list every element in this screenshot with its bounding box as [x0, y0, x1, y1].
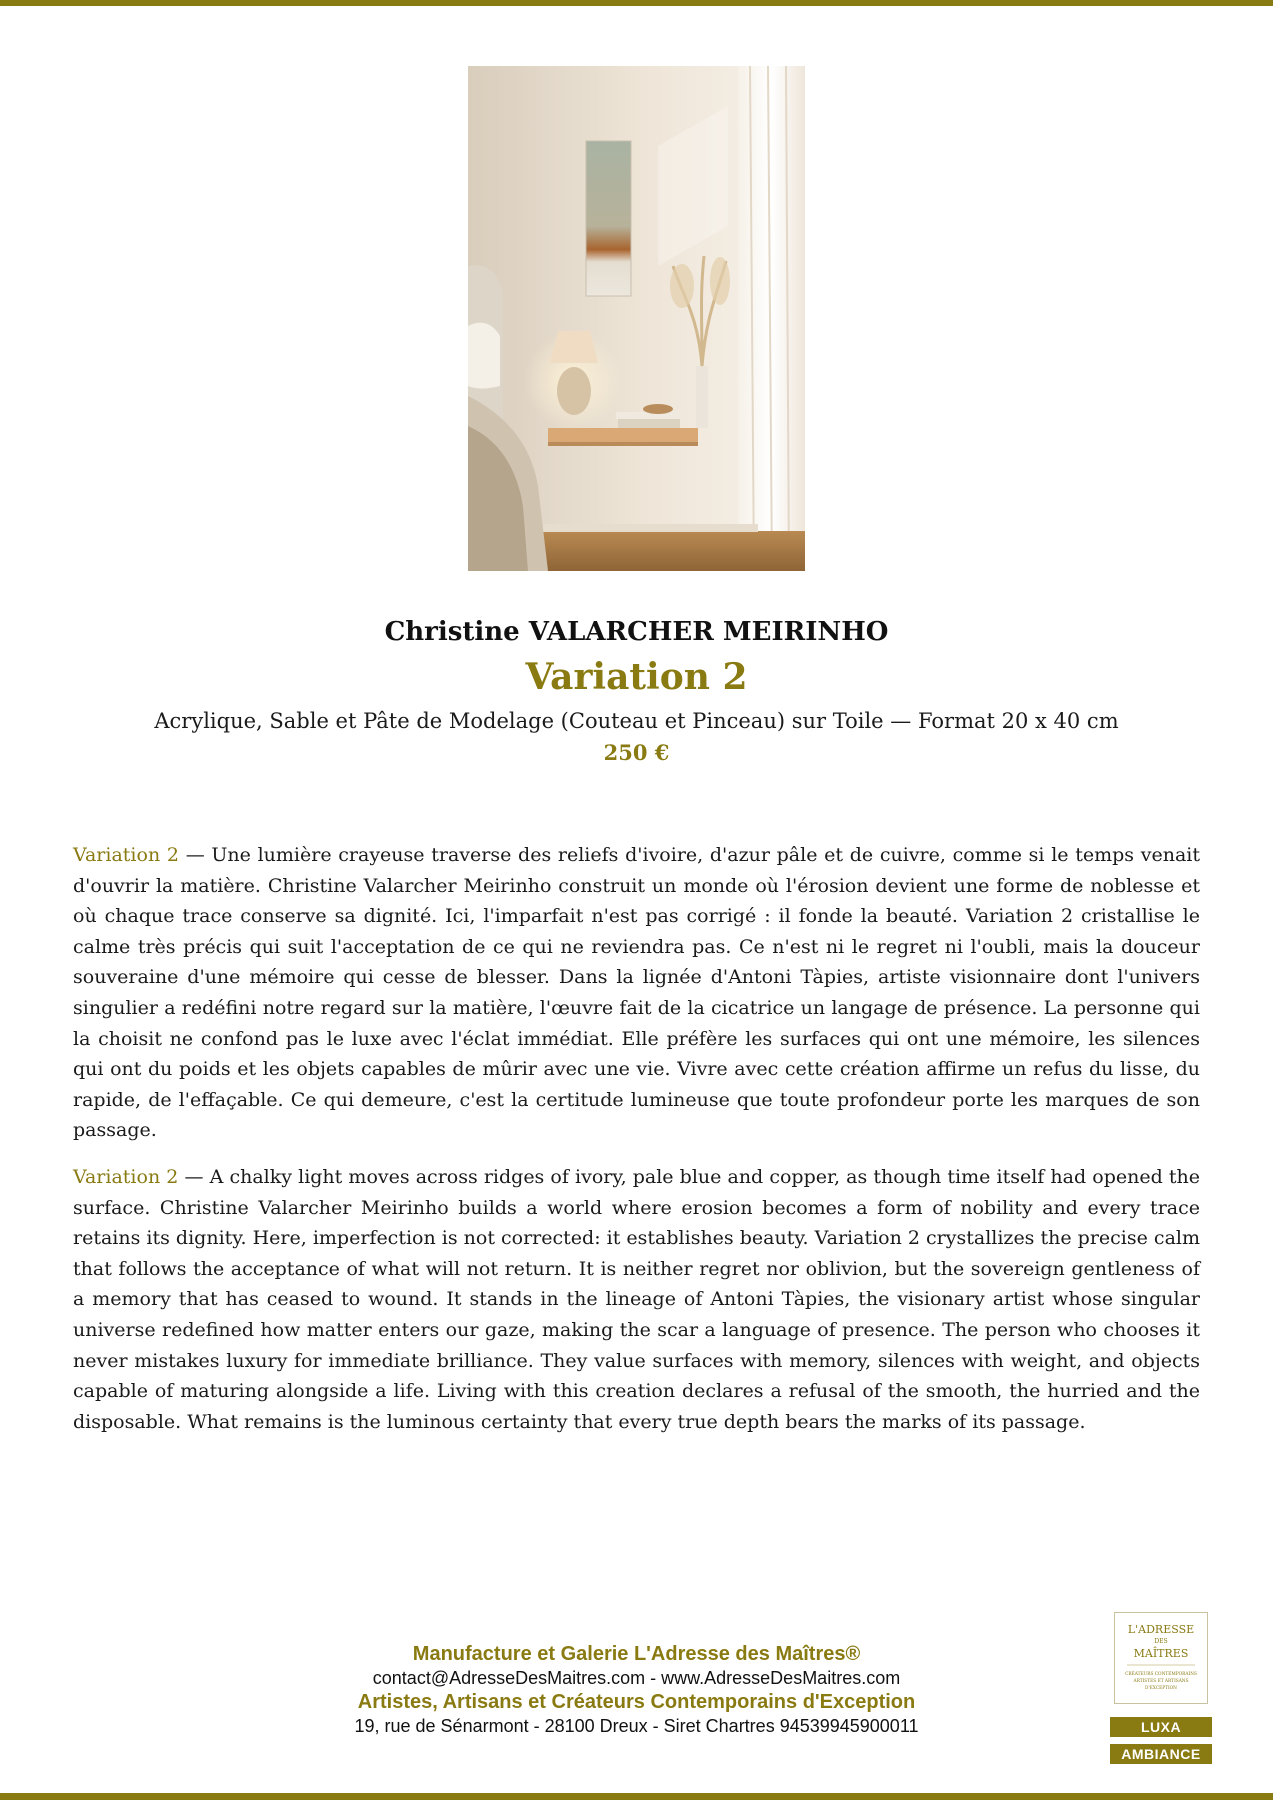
- logo-line2: DES: [1154, 1638, 1168, 1645]
- top-rule: [0, 0, 1273, 6]
- description-en: [73, 1162, 1200, 1437]
- artwork-price: 250 €: [603, 740, 670, 765]
- gallery-logo: [1114, 1612, 1208, 1704]
- bottom-rule: [0, 1793, 1273, 1800]
- gallery-logo-mark: [1115, 1619, 1207, 1699]
- footer: [290, 1642, 983, 1738]
- footer-contact: contact@AdresseDesMaitres.com - www.AdresseDesMaitres.com: [372, 1668, 901, 1688]
- luxa-badge: LUXA: [1110, 1717, 1212, 1737]
- description-fr-body: — Une lumière crayeuse traverse des reliefs d'ivoire, d'azur pâle et de cuivre, comme si le temps venait d'ouvrir la matière. Christine Valarcher Meirinho construit un monde où l'érosion devient une forme de noblesse et où chaque trace conserve sa dignité. Ici, l'imparfait n'est pas corrigé : il fonde la beauté. Variation 2 cristallise le calme très précis qui suit l'acceptation de ce qui ne reviendra pas. Ce n'est ni le regret ni l'oubli, mais la douceur souveraine d'une mémoire qui cesse de blesser. Dans la lignée d'Antoni Tàpies, artiste visionnaire dont l'univers singulier a redéfini notre regard sur la matière, l'œuvre fait de la cicatrice un langage de présence. La personne qui la choisit ne confond pas le luxe avec l'éclat immédiat. Elle préfère les surfaces qui ont une mémoire, les silences qui ont du poids et les objets capables de mûrir avec une vie. Vivre avec cette création affirme un refus du lisse, du rapide, de l'effaçable. Ce qui demeure, c'est la certitude lumineuse que toute profondeur porte les marques de son passage.: [73, 844, 1200, 1142]
- room-scene-illustration: [468, 66, 805, 571]
- artist-name: Christine VALARCHER MEIRINHO: [384, 617, 889, 647]
- logo-line4: CRÉATEURS CONTEMPORAINS: [1125, 1672, 1197, 1677]
- ambiance-badge: AMBIANCE: [1110, 1744, 1212, 1764]
- logo-line3: MAÎTRES: [1133, 1647, 1189, 1660]
- description-fr-lead: Variation 2: [73, 844, 179, 866]
- description-fr: [73, 840, 1200, 1146]
- logo-line5: ARTISTES ET ARTISANS: [1133, 1679, 1189, 1684]
- artwork-photo: [468, 66, 805, 571]
- artwork-header: [0, 610, 1273, 768]
- description-section: [73, 840, 1200, 1453]
- logo-line1: L'ADRESSE: [1127, 1623, 1195, 1636]
- footer-company: Manufacture et Galerie L'Adresse des Maîtres®: [412, 1643, 861, 1665]
- footer-address: 19, rue de Sénarmont - 28100 Dreux - Siret Chartres 94539945900011: [354, 1716, 919, 1736]
- description-en-body: — A chalky light moves across ridges of ivory, pale blue and copper, as though time itself had opened the surface. Christine Valarcher Meirinho builds a world where erosion becomes a form of nobility and every trace retains its dignity. Here, imperfection is not corrected: it establishes beauty. Variation 2 crystallizes the precise calm that follows the acceptance of what will not return. It is neither regret nor oblivion, but the sovereign gentleness of a memory that has ceased to wound. It stands in the lineage of Antoni Tàpies, the visionary artist whose singular universe redefined how matter enters our gaze, making the scar a language of presence. The person who chooses it never mistakes luxury for immediate brilliance. They value surfaces with memory, silences with weight, and objects capable of maturing alongside a life. Living with this creation declares a refusal of the smooth, the hurried and the disposable. What remains is the luminous certainty that every true depth bears the marks of its passage.: [73, 1165, 1200, 1433]
- artwork-technique: Acrylique, Sable et Pâte de Modelage (Couteau et Pinceau) sur Toile — Format 20 x 40 cm: [154, 709, 1119, 733]
- footer-tagline: Artistes, Artisans et Créateurs Contemporains d'Exception: [357, 1691, 916, 1713]
- artwork-title: Variation 2: [525, 656, 748, 698]
- description-en-lead: Variation 2: [73, 1165, 179, 1188]
- logo-line6: D'EXCEPTION: [1145, 1686, 1177, 1691]
